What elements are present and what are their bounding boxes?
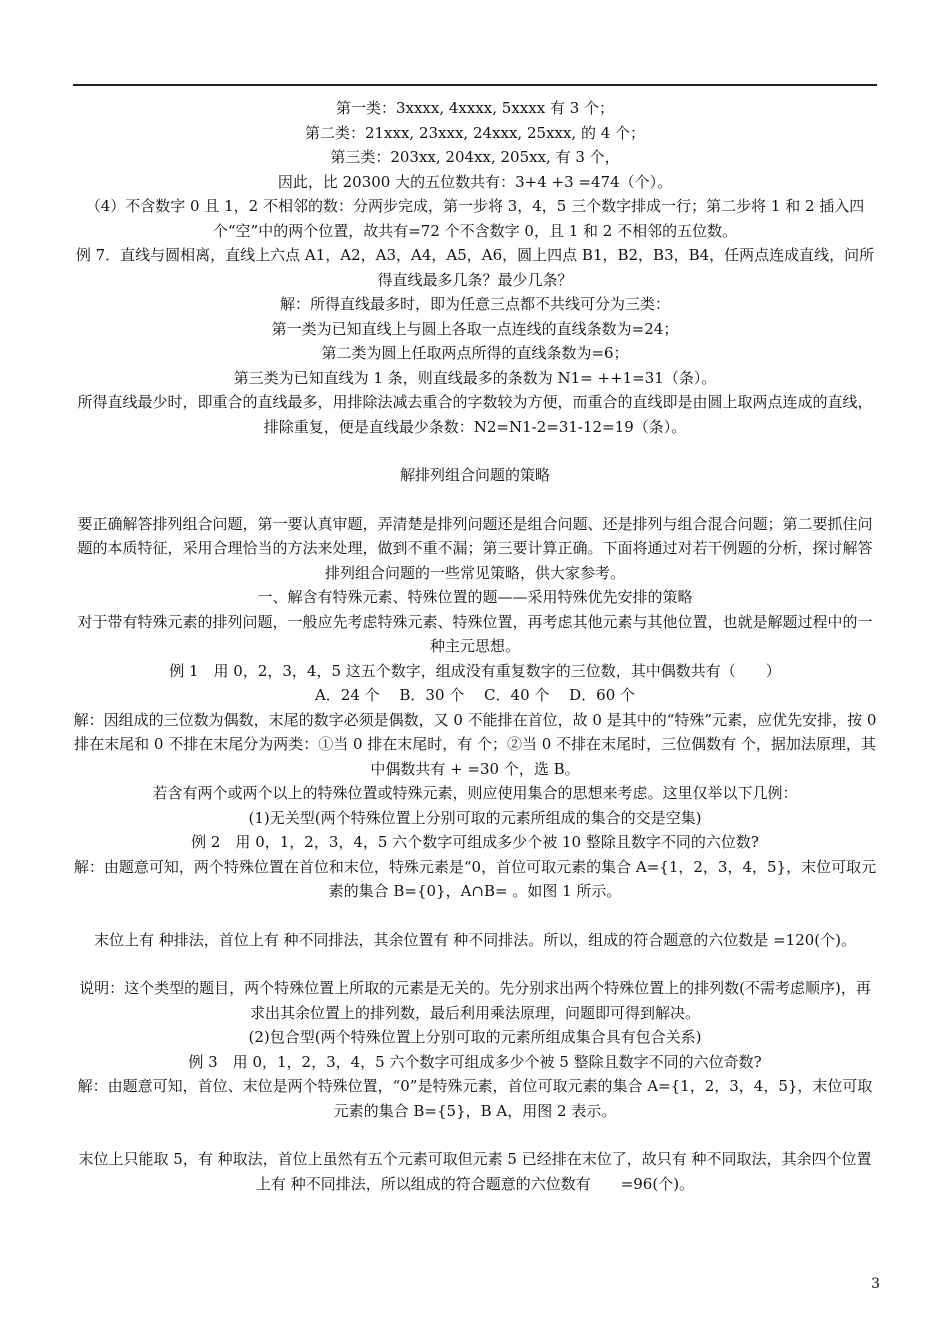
paragraph: 要正确解答排列组合问题，第一要认真审题，弄清楚是排列问题还是组合问题、还是排列与组合混合问题；第二要抓住问题的本质特征，采用合理恰当的方法来处理，做到不重不漏；第三要计算正确。下面将通过对若干例题的分析，探讨解答排列组合问题的一些常见策略，供大家参考。 xyxy=(77,514,873,582)
text-line: 例 3 用 0，1，2，3，4，5 六个数字可组成多少个被 5 整除且数字不同的六位奇数? xyxy=(188,1052,762,1071)
paragraph: 解：由题意可知，两个特殊位置在首位和末位，特殊元素是“0，首位可取元素的集合 A={1，2，3，4，5}，末位可取元素的集合 B={0}，A∩B= 。如图 1 所示。 xyxy=(73,857,877,900)
text-line: 第一类为已知直线上与圆上各取一点连线的直线条数为=24； xyxy=(271,319,679,338)
text-line: 第二类：21xxx, 23xxx, 24xxx, 25xxx, 的 4 个； xyxy=(304,123,646,142)
header-rule xyxy=(73,84,877,86)
answer-options: A．24 个 B．30 个 C．40 个 D．60 个 xyxy=(314,686,636,704)
section-title: 解排列组合问题的策略 xyxy=(399,466,550,484)
paragraph: （4）不含数字 0 且 1，2 不相邻的数：分两步完成，第一步将 3，4，5 三个数字排成一行；第二步将 1 和 2 插入四个“空”中的两个位置，故共有=72 个不含数字 0，且 1 和 2 不相邻的五位数。 xyxy=(85,197,865,240)
text-line: 第一类：3xxxx, 4xxxx, 5xxxx 有 3 个； xyxy=(335,99,615,117)
paragraph: 所得直线最少时，即重合的直线最多，用排除法减去重合的字数较为方便，而重合的直线即是由圆上取两点连成的直线，排除重复，便是直线最少条数：N2=N1-2=31-12=19（条）。 xyxy=(77,393,873,436)
section-heading: 一、解含有特殊元素、特殊位置的题——采用特殊优先安排的策略 xyxy=(257,588,693,606)
text-line: (2)包合型(两个特殊位置上分别可取的元素所组成集合具有包合关系) xyxy=(248,1028,702,1046)
document-body xyxy=(73,96,877,1196)
paragraph: 解：因组成的三位数为偶数，末尾的数字必须是偶数，又 0 不能排在首位，故 0 是其中的“特殊”元素，应优先安排，按 0 排在末尾和 0 不排在末尾分为两类：①当 0 排在末尾时，有 个；②当 0 不排在末尾时，三位偶数有 个，据加法原理，其中偶数共有 + =30 个，选 B。 xyxy=(73,710,877,778)
text-line: (1)无关型(两个特殊位置上分别可取的元素所组成的集合的交是空集) xyxy=(248,808,702,827)
text-line: 解：所得直线最多时，即为任意三点都不共线可分为三类： xyxy=(279,295,670,313)
paragraph: 末位上只能取 5，有 种取法，首位上虽然有五个元素可取但元素 5 已经排在末位了，故只有 种不同取法，其余四个位置上有 种不同排法，所以组成的符合题意的六位数有 =96(个)。 xyxy=(78,1150,872,1193)
text-line: 第三类为已知直线为 1 条，则直线最多的条数为 N1= ++1=31（条）。 xyxy=(233,368,717,387)
text-line: 若含有两个或两个以上的特殊位置或特殊元素，则应使用集合的思想来考虑。这里仅举以下几例： xyxy=(152,784,798,802)
paragraph: 末位上有 种排法，首位上有 种不同排法，其余位置有 种不同排法。所以，组成的符合题意的六位数是 =120(个)。 xyxy=(94,930,856,949)
page-number: 3 xyxy=(871,1276,880,1292)
text-line: 例 1 用 0，2，3，4，5 这五个数字，组成没有重复数字的三位数，其中偶数共有（ ） xyxy=(169,661,781,680)
text-line: 例 2 用 0，1，2，3，4，5 六个数字可组成多少个被 10 整除且数字不同的六位数? xyxy=(191,833,759,851)
paragraph: 解：由题意可知，首位、末位是两个特殊位置，“0”是特殊元素，首位可取元素的集合 A={1，2，3，4，5}，末位可取元素的集合 B={5}，B A，用图 2 表示。 xyxy=(77,1077,873,1120)
text-line: 因此，比 20300 大的五位数共有：3+4 +3 =474（个）。 xyxy=(277,172,673,191)
paragraph: 说明：这个类型的题目，两个特殊位置上所取的元素是无关的。先分别求出两个特殊位置上的排列数(不需考虑顺序)，再求出其余位置上的排列数，最后利用乘法原理，问题即可得到解决。 xyxy=(79,979,871,1022)
paragraph: 对于带有特殊元素的排列问题，一般应先考虑特殊元素、特殊位置，再考虑其他元素与其他位置，也就是解题过程中的一种主元思想。 xyxy=(77,612,873,655)
text-line: 第二类为圆上任取两点所得的直线条数为=6； xyxy=(321,344,629,362)
paragraph: 例 7．直线与圆相离，直线上六点 A1，A2，A3，A4，A5，A6，圆上四点 B1，B2，B3，B4，任两点连成直线，问所得直线最多几条？最少几条？ xyxy=(75,246,875,289)
text-line: 第三类：203xx, 204xx, 205xx, 有 3 个， xyxy=(330,148,620,166)
